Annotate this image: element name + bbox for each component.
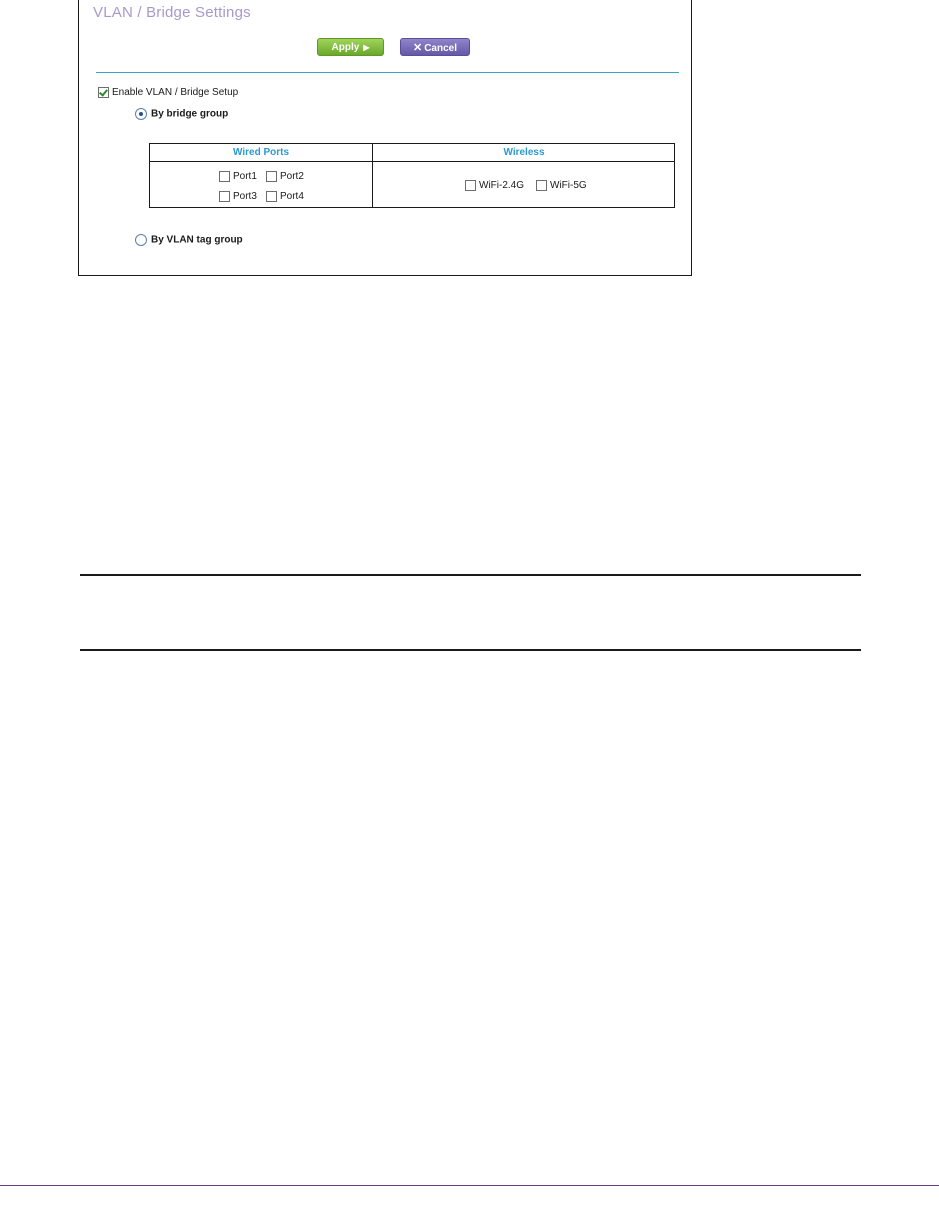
port3-option xyxy=(219,191,257,202)
note-rule-bottom xyxy=(80,649,861,651)
wireless-header: Wireless xyxy=(503,147,545,158)
page-title: VLAN / Bridge Settings xyxy=(93,4,251,21)
wifi-24g-checkbox[interactable] xyxy=(465,180,476,191)
port1-checkbox[interactable] xyxy=(219,171,230,182)
note-rule-top xyxy=(80,574,861,576)
table-column-divider xyxy=(372,144,373,207)
ports-table xyxy=(149,143,675,208)
wifi-24g-label: WiFi-2.4G xyxy=(479,180,524,192)
port2-checkbox[interactable] xyxy=(266,171,277,182)
port3-checkbox[interactable] xyxy=(219,191,230,202)
wired-ports-header: Wired Ports xyxy=(232,147,290,158)
port1-option xyxy=(219,171,257,182)
apply-button-label: Apply xyxy=(331,42,360,53)
wifi-5g-option xyxy=(536,180,587,191)
enable-vlan-checkbox[interactable] xyxy=(98,87,109,98)
cancel-button[interactable] xyxy=(400,38,470,56)
port2-option xyxy=(266,171,304,182)
vlan-tag-group-option xyxy=(135,234,243,246)
vlan-bridge-settings-panel xyxy=(78,0,692,276)
port4-label: Port4 xyxy=(280,191,304,203)
port4-option xyxy=(266,191,304,202)
footer-rule xyxy=(0,1185,939,1186)
enable-vlan-row xyxy=(98,87,238,98)
port2-label: Port2 xyxy=(280,171,304,183)
apply-button[interactable] xyxy=(317,38,384,56)
port4-checkbox[interactable] xyxy=(266,191,277,202)
close-icon: ✕ xyxy=(412,42,423,54)
vlan-tag-group-label: By VLAN tag group xyxy=(151,234,243,246)
wifi-5g-label: WiFi-5G xyxy=(550,180,587,192)
port3-label: Port3 xyxy=(233,191,257,203)
vlan-tag-group-radio[interactable] xyxy=(135,234,147,246)
section-divider xyxy=(96,72,679,73)
cancel-button-label: Cancel xyxy=(424,43,457,54)
port1-label: Port1 xyxy=(233,171,257,183)
bridge-group-option xyxy=(135,108,228,120)
wifi-5g-checkbox[interactable] xyxy=(536,180,547,191)
bridge-group-label: By bridge group xyxy=(151,108,229,120)
ports-table-header xyxy=(150,144,674,162)
enable-vlan-label: Enable VLAN / Bridge Setup xyxy=(112,87,239,99)
bridge-group-radio[interactable] xyxy=(135,108,147,120)
play-arrow-icon: ▶ xyxy=(363,43,370,52)
wifi-24g-option xyxy=(465,180,524,191)
